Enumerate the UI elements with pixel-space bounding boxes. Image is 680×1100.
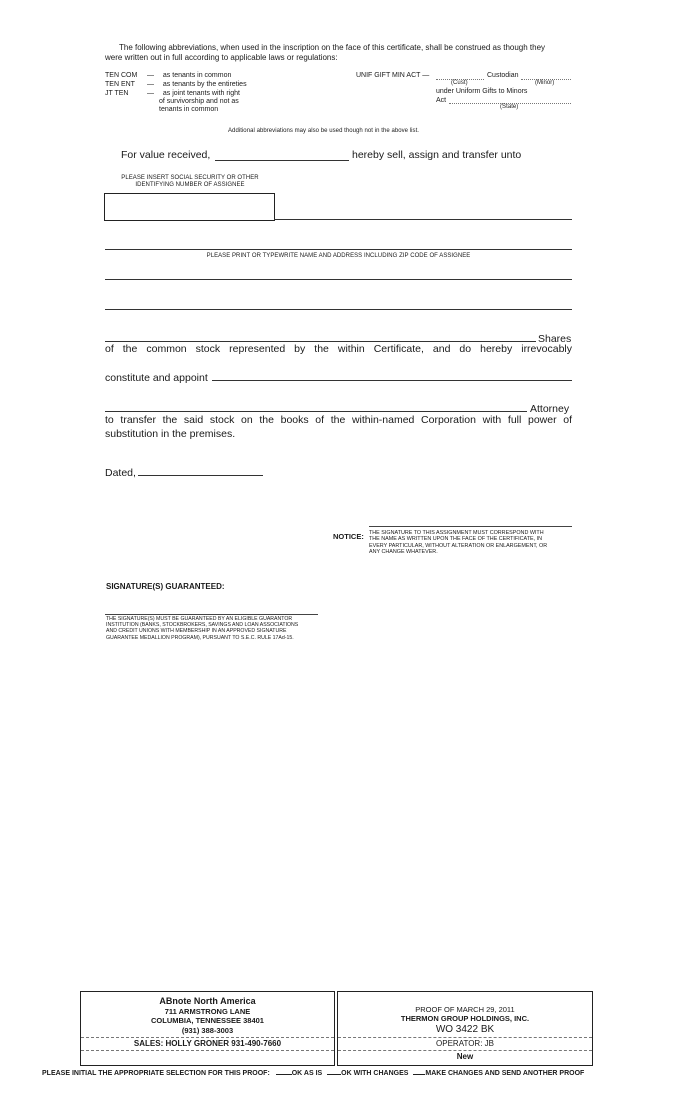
printer-address-1: 711 ARMSTRONG LANE [164,1007,251,1016]
abbr-code: TEN ENT [105,81,135,88]
value-received: For value received, [121,149,211,161]
printer-box [80,991,335,1066]
printer-divider [81,1037,334,1038]
proof-box [337,991,593,1066]
abbr-meaning: as tenants in common [162,72,232,79]
address-line-1[interactable] [105,279,572,280]
printer-address-2: COLUMBIA, TENNESSEE 38401 [151,1016,264,1025]
shares-count-line[interactable] [105,341,536,342]
assignee-line-2[interactable] [105,249,572,250]
footer-opt-make-changes: MAKE CHANGES AND SEND ANOTHER PROOF [425,1070,585,1077]
abbr-ten-com [105,72,231,79]
assignee-line-1[interactable] [274,219,572,220]
attorney-text-1: to transfer the said stock on the books of the within-named Corporation with full power of [105,414,572,426]
notice-line: THE SIGNATURE TO THIS ASSIGNMENT MUST CORRESPOND WITH [369,530,544,536]
gift-act-label: UNIF GIFT MIN ACT — [356,72,430,79]
constitute-appoint: constitute and appoint [105,372,208,384]
proof-work-order: WO 3422 BK [435,1024,495,1035]
gift-minor-caption: (Minor) [535,80,555,86]
gift-cust-caption: (Cust) [451,80,468,86]
abbr-code: TEN COM [105,72,138,79]
dated-line[interactable] [138,475,263,476]
printer-divider [81,1050,334,1051]
abbr-jt-ten [105,90,240,97]
abbr-meaning: as joint tenants with right [162,90,240,97]
address-line-2[interactable] [105,309,572,310]
proof-status: New [456,1052,474,1061]
proof-company: THERMON GROUP HOLDINGS, INC. [400,1014,530,1023]
intro-line-2: were written out in full according to applicable laws or regulations: [105,53,338,62]
abbr-ten-ent [105,81,247,88]
guarantee-line: AND CREDIT UNIONS WITH MEMBERSHIP IN AN APPROVED SIGNATURE [106,628,287,635]
shares-word: Shares [538,333,572,345]
initial-ok-as-is-field[interactable] [276,1074,292,1075]
abbr-dash: — [146,72,154,79]
printer-name: ABnote North America [159,996,256,1006]
gift-state-caption: (State) [500,104,519,110]
notice-text [369,530,579,556]
guarantor-signature-line[interactable] [105,614,318,615]
footer-instruction-row [42,1070,584,1077]
initial-ok-with-changes-field[interactable] [327,1074,341,1075]
abbr-meaning: as tenants by the entireties [162,81,247,88]
attorney-name-line[interactable] [212,380,572,381]
ssn-label-2: IDENTIFYING NUMBER OF ASSIGNEE [135,182,245,188]
hereby-transfer: hereby sell, assign and transfer unto [352,149,522,161]
abbr-dash: — [146,81,154,88]
gift-custodian: Custodian [487,72,519,79]
proof-operator: OPERATOR: JB [436,1039,494,1048]
jt-ten-cont-1: of survivorship and not as [159,98,239,105]
footer-opt-ok-as-is: OK AS IS [291,1070,323,1077]
notice-line: ANY CHANGE WHATEVER. [369,549,438,556]
notice-label: NOTICE: [333,532,364,541]
shares-text: of the common stock represented by the within Certificate, and do hereby irrevocably [105,343,572,355]
notice-line: EVERY PARTICULAR, WITHOUT ALTERATION OR ENLARGEMENT, OR [369,542,548,549]
intro-line-1: The following abbreviations, when used in the inscription on the face of this certificate, shall be construed as though they [119,43,546,52]
guarantee-text [106,616,326,641]
ssn-label-1: PLEASE INSERT SOCIAL SECURITY OR OTHER [121,175,259,181]
attorney-word: Attorney [530,403,570,415]
abbr-code: JT TEN [105,90,129,97]
initial-make-changes-field[interactable] [413,1074,425,1075]
signature-guaranteed-label: SIGNATURE(S) GUARANTEED: [106,582,225,591]
guarantee-line: INSTITUTION (BANKS, STOCKBROKERS, SAVINGS AND LOAN ASSOCIATIONS [106,622,299,629]
printer-sales: SALES: HOLLY GRONER 931-490-7660 [133,1039,282,1048]
printer-phone: (931) 388-3003 [181,1026,234,1035]
footer-instruction: PLEASE INITIAL THE APPROPRIATE SELECTION FOR THIS PROOF: [42,1070,270,1077]
gift-act: Act [436,97,447,104]
notice-line: THE NAME AS WRITTEN UPON THE FACE OF THE CERTIFICATE, IN [369,536,543,543]
proof-date: PROOF OF MARCH 29, 2011 [415,1005,515,1014]
transferor-line[interactable] [215,160,349,161]
dated-label: Dated, [105,467,136,479]
proof-divider [338,1050,592,1051]
additional-note: Additional abbreviations may also be used though not in the above list. [228,128,420,134]
ssn-input-box[interactable] [104,193,275,221]
signature-line[interactable] [369,526,572,527]
footer-opt-ok-with-changes: OK WITH CHANGES [341,1070,409,1077]
guarantee-line: GUARANTEE MEDALLION PROGRAM), PURSUANT TO S.E.C. RULE 17Ad-15. [106,634,294,641]
proof-divider [338,1037,592,1038]
gift-under: under Uniform Gifts to Minors [436,88,528,95]
abbr-dash: — [146,90,154,97]
attorney-line[interactable] [105,411,527,412]
attorney-text-2: substitution in the premises. [105,428,236,440]
name-address-label: PLEASE PRINT OR TYPEWRITE NAME AND ADDRESS INCLUDING ZIP CODE OF ASSIGNEE [206,253,471,259]
jt-ten-cont-2: tenants in common [159,106,219,113]
guarantee-line: THE SIGNATURE(S) MUST BE GUARANTEED BY AN ELIGIBLE GUARANTOR [106,616,293,622]
